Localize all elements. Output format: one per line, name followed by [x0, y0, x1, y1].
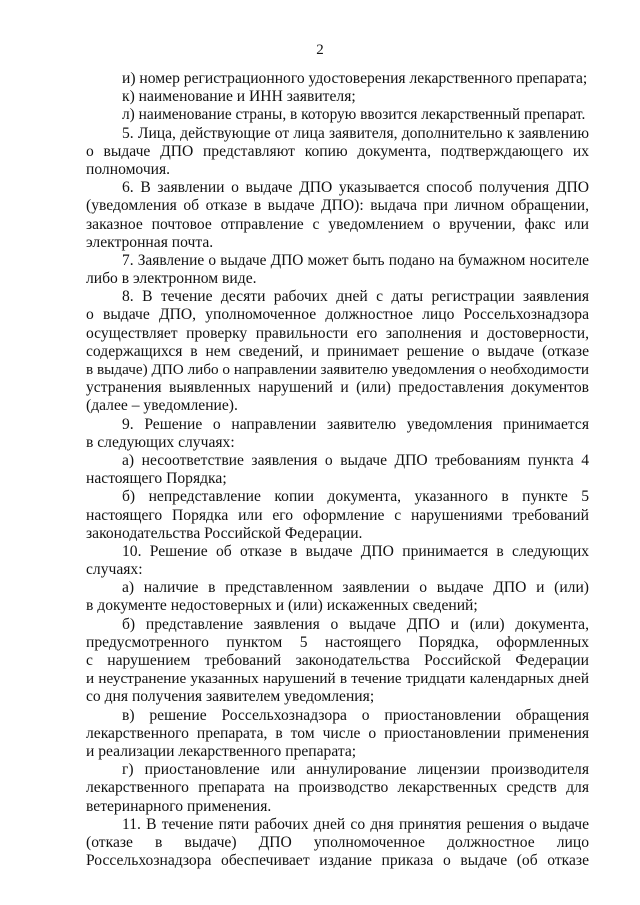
text-line: случаях: — [86, 561, 143, 579]
text-line: со дня получения заявителем уведомления; — [86, 688, 375, 706]
text-line: о выдаче ДПО представляют копию документа, подтверждающего их — [86, 142, 589, 160]
text-line: 11. В течение пяти рабочих дней со дня принятия решения о выдаче — [122, 815, 589, 833]
text-line: и) номер регистрационного удостоверения лекарственного препарата; — [122, 70, 588, 87]
text-line: 8. В течение десяти рабочих дней с даты регистрации заявления — [122, 288, 589, 306]
text-line: 7. Заявление о выдаче ДПО может быть подано на бумажном носителе — [122, 251, 589, 269]
text-line: ветеринарного применения. — [86, 797, 272, 815]
document-body — [86, 70, 589, 870]
text-line: о выдаче ДПО, уполномоченное должностное лицо Россельхознадзора — [86, 306, 589, 324]
text-line: предусмотренного пунктом 5 настоящего Порядка, оформленных — [86, 633, 589, 651]
text-line: 5. Лица, действующие от лица заявителя, дополнительно к заявлению — [122, 124, 589, 142]
page-number: 2 — [316, 42, 324, 58]
text-line: (уведомления об отказе в выдаче ДПО): выдача при личном обращении, — [86, 197, 589, 215]
text-line: в) решение Россельхознадзора о приостановлении обращения — [122, 706, 589, 724]
text-line: 6. В заявлении о выдаче ДПО указывается способ получения ДПО — [122, 179, 589, 197]
text-line: а) наличие в представленном заявлении о выдаче ДПО и (или) — [122, 579, 589, 597]
text-line: настоящего Порядка; — [86, 470, 227, 488]
text-line: настоящего Порядка или его оформление с нарушениями требований — [86, 506, 589, 524]
text-line: Россельхознадзора обеспечивает издание приказа о выдаче (об отказе — [86, 852, 589, 870]
text-line: полномочия. — [86, 160, 171, 178]
text-line: к) наименование и ИНН заявителя; — [122, 88, 356, 106]
text-line: содержащихся в нем сведений, и принимает решение о выдаче (отказе — [86, 342, 589, 360]
text-line: л) наименование страны, в которую ввозится лекарственный препарат. — [122, 106, 586, 124]
text-line: 9. Решение о направлении заявителю уведомления принимается — [122, 415, 589, 433]
text-line: в выдаче) ДПО либо о направлении заявителю уведомления о необходимости — [86, 361, 589, 378]
text-line: либо в электронном виде. — [86, 270, 257, 288]
text-line: устранения выявленных нарушений и (или) предоставления документов — [86, 379, 589, 397]
text-line: с нарушением требований законодательства Российской Федерации — [86, 652, 589, 669]
text-line: в документе недостоверных и (или) искаженных сведений; — [86, 597, 478, 615]
text-line: законодательства Российской Федерации. — [86, 524, 363, 542]
text-line: в следующих случаях: — [86, 433, 235, 451]
text-line: (отказе в выдаче) ДПО уполномоченное должностное лицо — [86, 833, 589, 851]
text-line: лекарственного препарата, в том числе о приостановлении применения — [86, 724, 589, 742]
text-line: заказное почтовое отправление с уведомлением о вручении, факс или — [86, 215, 589, 233]
text-line: лекарственного препарата на производство лекарственных средств для — [86, 779, 589, 797]
text-line: осуществляет проверку правильности его заполнения и достоверности, — [86, 324, 589, 342]
text-line: электронная почта. — [86, 233, 214, 251]
text-line: и реализации лекарственного препарата; — [86, 742, 357, 760]
text-line: г) приостановление или аннулирование лицензии производителя — [122, 761, 589, 779]
text-line: а) несоответствие заявления о выдаче ДПО требованиям пункта 4 — [122, 451, 589, 469]
text-line: б) непредставление копии документа, указанного в пункте 5 — [122, 488, 589, 506]
text-line: (далее – уведомление). — [86, 397, 238, 415]
text-line: б) представление заявления о выдаче ДПО и (или) документа, — [122, 615, 589, 633]
text-line: 10. Решение об отказе в выдаче ДПО принимается в следующих — [122, 542, 589, 560]
text-line: и неустранение указанных нарушений в течение тридцати календарных дней — [86, 670, 589, 688]
